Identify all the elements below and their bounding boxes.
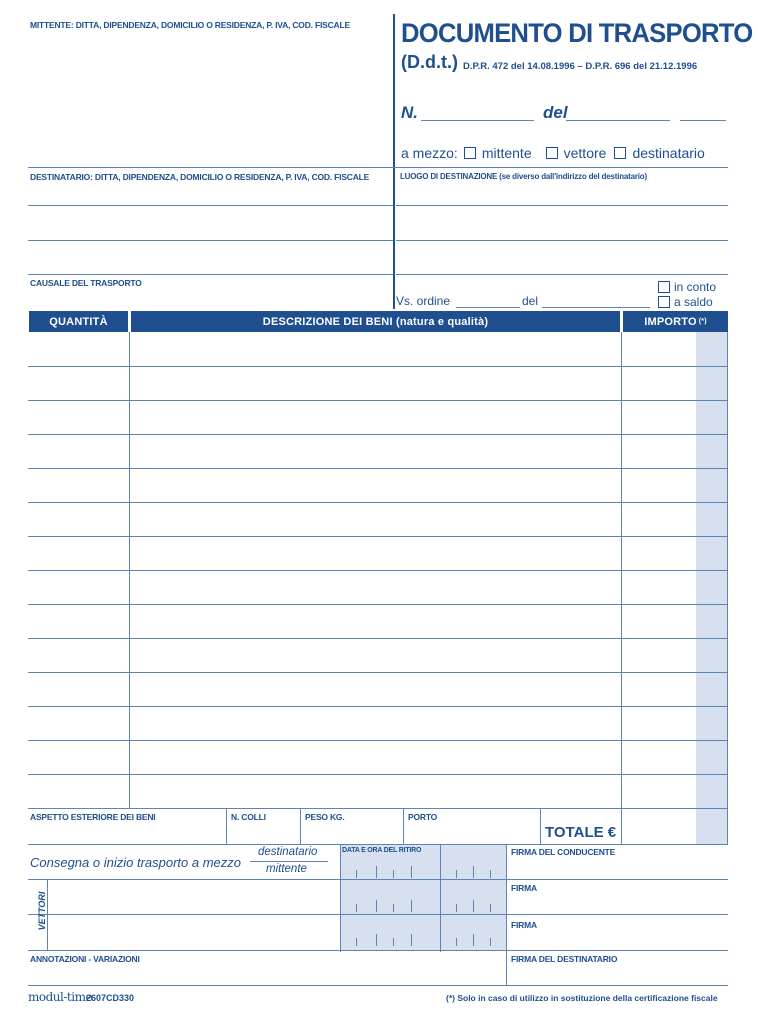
table-row[interactable] (28, 638, 728, 639)
checkbox-mittente[interactable] (464, 147, 476, 159)
brand-logo: modul-time (28, 990, 93, 1004)
table-row[interactable] (28, 570, 728, 571)
table-row[interactable] (28, 434, 728, 435)
slot-tick (456, 938, 457, 946)
luogo-line-3[interactable] (396, 274, 728, 275)
document-title: DOCUMENTO DI TRASPORTO (401, 18, 753, 48)
vs-ordine-label: Vs. ordine (396, 294, 451, 308)
col-importo-label: IMPORTO (644, 315, 697, 328)
table-row[interactable] (28, 740, 728, 741)
date-field[interactable] (566, 120, 670, 121)
col-importo-note: (*) (698, 318, 707, 325)
slot-tick (393, 904, 394, 912)
slot-tick (473, 866, 474, 878)
a-mezzo-label: a mezzo: (401, 145, 458, 161)
ritiro-left-border (340, 845, 341, 952)
transport-mode-row (401, 145, 705, 161)
vettori-divider (47, 879, 48, 950)
option-destinatario: destinatario (632, 145, 705, 161)
data-ritiro-label: DATA E ORA DEL RITIRO (342, 847, 422, 854)
table-row[interactable] (28, 502, 728, 503)
table-row[interactable] (28, 536, 728, 537)
a-saldo-label: a saldo (674, 295, 713, 309)
summary-divider-2 (300, 808, 301, 844)
checkbox-a-saldo[interactable] (658, 296, 670, 308)
a-saldo-row (658, 295, 713, 309)
slot-tick (356, 870, 357, 878)
colli-label: N. COLLI (231, 812, 266, 822)
table-row[interactable] (28, 604, 728, 605)
totale-label: TOTALE € (545, 824, 617, 841)
date-label: del (543, 103, 568, 122)
vettori-label: VETTORI (37, 891, 47, 931)
luogo-line-2[interactable] (396, 240, 728, 241)
peso-label: PESO KG. (305, 812, 345, 822)
slot-tick (456, 904, 457, 912)
col-quantita-header: QUANTITÀ (29, 311, 128, 332)
number-label: N. (401, 103, 418, 122)
checkbox-vettore[interactable] (546, 147, 558, 159)
slot-tick (411, 866, 412, 878)
dest-line-3[interactable] (28, 274, 393, 275)
transport-row-line-1[interactable] (28, 879, 728, 880)
dpr-reference: D.P.R. 472 del 14.08.1996 – D.P.R. 696 del 21.12.1996 (463, 61, 698, 72)
vs-ordine-del-label: del (522, 294, 539, 308)
dest-line-1[interactable] (28, 205, 393, 206)
slot-tick (376, 934, 377, 946)
luogo-destinazione-label: LUOGO DI DESTINAZIONE (se diverso dall'indirizzo del destinatario) (400, 172, 647, 181)
fiscal-note: (*) Solo in caso di utilizzo in sostituzione della certificazione fiscale (446, 993, 718, 1003)
table-row[interactable] (28, 672, 728, 673)
table-right-border (727, 332, 728, 844)
consegna-mittente: mittente (266, 863, 307, 875)
data-ritiro-area (340, 845, 506, 950)
slot-tick (356, 904, 357, 912)
col-descrizione-header: DESCRIZIONE DEI BENI (natura e qualità) (131, 311, 620, 332)
form-code: 2607CD330 (86, 993, 135, 1003)
vs-ordine-date-field[interactable] (542, 307, 650, 308)
col-importo-header (623, 311, 728, 332)
slot-tick (393, 938, 394, 946)
consegna-destinatario: destinatario (258, 846, 318, 858)
aspetto-label: ASPETTO ESTERIORE DEI BENI (30, 812, 156, 822)
slot-tick (490, 938, 491, 946)
slot-tick (411, 900, 412, 912)
luogo-line-1[interactable] (396, 205, 728, 206)
slot-tick (456, 870, 457, 878)
slot-tick (490, 904, 491, 912)
destinatario-label: DESTINATARIO: DITTA, DIPENDENZA, DOMICILIO O RESIDENZA, P. IVA, COD. FISCALE (30, 172, 370, 182)
slot-tick (393, 870, 394, 878)
in-conto-label: in conto (674, 280, 717, 294)
porto-label: PORTO (408, 812, 438, 822)
table-row[interactable] (28, 400, 728, 401)
table-row[interactable] (28, 706, 728, 707)
ritiro-mid-divider (440, 845, 441, 952)
slot-tick (473, 900, 474, 912)
summary-divider-1 (226, 808, 227, 844)
consegna-fraction-line (250, 861, 328, 862)
firma-conducente-label: FIRMA DEL CONDUCENTE (511, 847, 616, 857)
slot-tick (411, 934, 412, 946)
slot-tick (376, 900, 377, 912)
number-field[interactable] (421, 120, 534, 121)
mittente-label: MITTENTE: DITTA, DIPENDENZA, DOMICILIO O RESIDENZA, P. IVA, COD. FISCALE (30, 20, 350, 30)
option-vettore: vettore (563, 145, 607, 161)
transport-row-line-3 (28, 950, 728, 951)
checkbox-in-conto[interactable] (658, 281, 670, 293)
form-bottom-line (28, 985, 728, 986)
table-row[interactable] (28, 808, 728, 809)
causale-label: CAUSALE DEL TRASPORTO (30, 278, 142, 288)
date-field-extra[interactable] (680, 120, 726, 121)
slot-tick (376, 866, 377, 878)
dest-line-2[interactable] (28, 240, 393, 241)
in-conto-row (658, 280, 716, 294)
option-mittente: mittente (481, 145, 532, 161)
signature-divider (506, 845, 507, 985)
slot-tick (473, 934, 474, 946)
firma-destinatario-label: FIRMA DEL DESTINATARIO (511, 954, 618, 964)
table-row[interactable] (28, 366, 728, 367)
checkbox-destinatario[interactable] (614, 147, 626, 159)
ddt-abbrev: (D.d.t.) (401, 52, 458, 72)
summary-divider-3 (403, 808, 404, 844)
slot-tick (356, 938, 357, 946)
col-divider-2 (621, 332, 622, 844)
firma-vettore-1-label: FIRMA (511, 883, 537, 893)
vs-ordine-field[interactable] (456, 307, 520, 308)
importo-decimal-shade (696, 332, 727, 844)
slot-tick (490, 870, 491, 878)
table-row[interactable] (28, 468, 728, 469)
header-bottom-line (28, 167, 728, 168)
transport-row-line-2[interactable] (28, 914, 728, 915)
summary-divider-4 (540, 808, 541, 844)
firma-vettore-2-label: FIRMA (511, 920, 537, 930)
consegna-label: Consegna o inizio trasporto a mezzo (30, 855, 242, 870)
table-row[interactable] (28, 774, 728, 775)
header-divider (393, 14, 395, 309)
annotazioni-label: ANNOTAZIONI - VARIAZIONI (30, 954, 140, 964)
